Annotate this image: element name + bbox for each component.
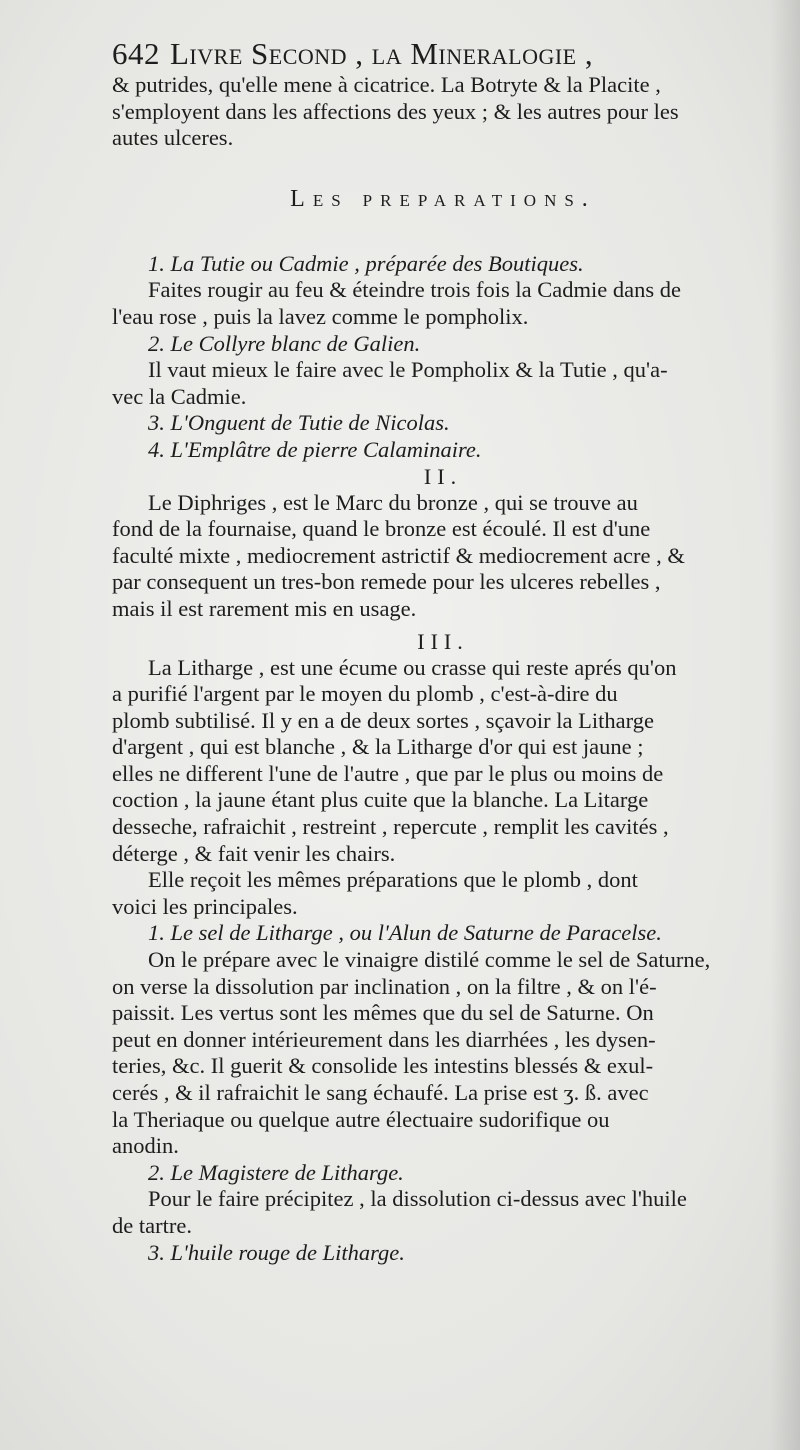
recipe-heading: 3. L'Onguent de Tutie de Nicolas. — [148, 410, 450, 436]
running-title: Livre Second , la Mineralogie , — [170, 36, 594, 71]
text-line: paissit. Les vertus sont les mêmes que du sel de Saturne. On — [112, 1000, 654, 1026]
preparations-list — [112, 251, 774, 464]
text-line: Il vaut mieux le faire avec le Pompholix & la Tutie , qu'a- — [148, 357, 668, 383]
text-line: peut en donner intérieurement dans les diarrhées , les dysen- — [112, 1026, 656, 1052]
text-line: fond de la fournaise, quand le bronze est écoulé. Il est d'une — [112, 516, 651, 542]
intro-paragraph — [112, 72, 774, 152]
text-line: par consequent un tres-bon remede pour les ulceres rebelles , — [112, 569, 661, 595]
text-line: anodin. — [112, 1133, 179, 1159]
text-line: a purifié l'argent par le moyen du plomb , c'est-à-dire du — [112, 681, 618, 707]
text-line: teries, &c. Il guerit & consolide les intestins blessés & exul- — [112, 1053, 654, 1079]
recipe-heading: 1. Le sel de Litharge , ou l'Alun de Saturne de Paracelse. — [148, 920, 662, 946]
text-line: La Litharge , est une écume ou crasse qui reste aprés qu'on — [148, 654, 677, 680]
section-number-ii: II. — [423, 463, 463, 489]
text-line: Elle reçoit les mêmes préparations que le plomb , dont — [148, 867, 638, 893]
recipe-heading: 4. L'Emplâtre de pierre Calaminaire. — [148, 436, 482, 462]
text-line: Le Diphriges , est le Marc du bronze , qui se trouve au — [148, 489, 638, 515]
text-line: mais il est rarement mis en usage. — [112, 595, 417, 621]
diphriges-paragraph — [112, 490, 774, 623]
recipe-heading: 2. Le Magistere de Litharge. — [148, 1159, 404, 1185]
text-line: Pour le faire précipitez , la dissolution ci-dessus avec l'huile — [148, 1186, 687, 1212]
text-line: voici les principales. — [112, 893, 298, 919]
section-number-iii: III. — [417, 628, 469, 654]
text-line: l'eau rose , puis la lavez comme le pompholix. — [112, 303, 529, 329]
section-title: Les preparations. — [290, 185, 596, 212]
text-line: coction , la jaune étant plus cuite que la blanche. La Litarge — [112, 787, 649, 813]
text-line: vec la Cadmie. — [112, 383, 247, 409]
text-line: & putrides, qu'elle mene à cicatrice. La Botryte & la Placite , — [112, 72, 661, 97]
text-line: On le prépare avec le vinaigre distilé comme le sel de Saturne, — [148, 947, 711, 973]
text-line: autes ulceres. — [112, 125, 234, 151]
text-line: la Theriaque ou quelque autre électuaire sudorifique ou — [112, 1106, 610, 1132]
page-content — [112, 36, 774, 1266]
text-line: Faites rougir au feu & éteindre trois fois la Cadmie dans de — [148, 277, 681, 303]
recipe-heading: 1. La Tutie ou Cadmie , préparée des Boutiques. — [148, 250, 584, 276]
text-line: elles ne different l'une de l'autre , que par le plus ou moins de — [112, 760, 664, 786]
text-line: faculté mixte , mediocrement astrictif & mediocrement acre , & — [112, 542, 685, 568]
text-line: de tartre. — [112, 1212, 192, 1238]
page-header — [112, 36, 774, 72]
text-line: déterge , & fait venir les chairs. — [112, 840, 396, 866]
litharge-section — [112, 655, 774, 1267]
text-line: desseche, rafraichit , restreint , repercute , remplit les cavités , — [112, 814, 669, 840]
page-number: 642 — [112, 36, 160, 71]
text-line: plomb subtilisé. Il y en a de deux sortes , sçavoir la Litharge — [112, 707, 654, 733]
recipe-heading: 2. Le Collyre blanc de Galien. — [148, 330, 421, 356]
text-line: on verse la dissolution par inclination , on la filtre , & on l'é- — [112, 973, 657, 999]
text-line: cerés , & il rafraichit le sang échaufé. La prise est ʒ. ß. avec — [112, 1080, 649, 1105]
text-line: s'employent dans les affections des yeux ; & les autres pour les — [112, 98, 679, 124]
recipe-heading: 3. L'huile rouge de Litharge. — [148, 1239, 405, 1265]
text-line: d'argent , qui est blanche , & la Litharge d'or qui est jaune ; — [112, 734, 644, 760]
